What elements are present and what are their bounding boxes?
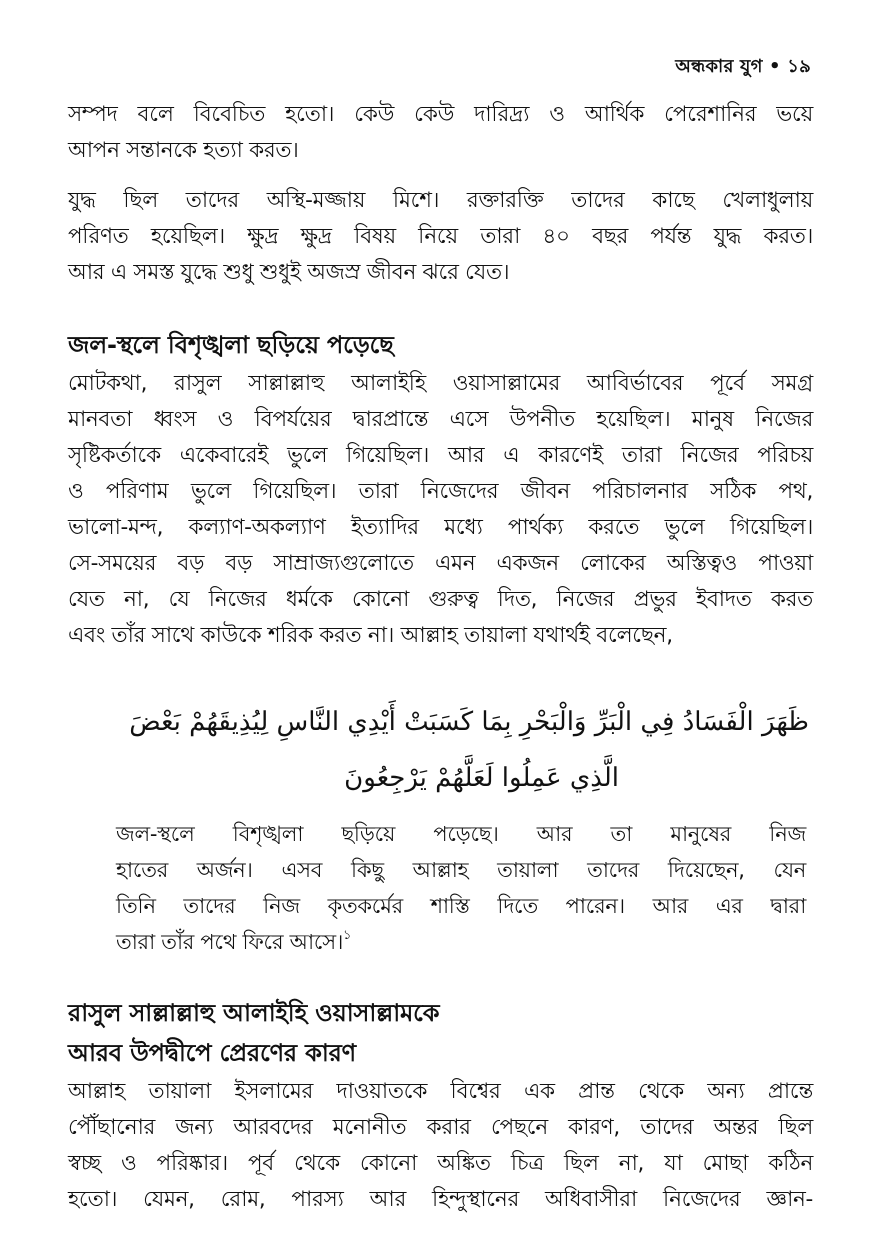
text-line: জল-স্থলে বিশৃঙ্খলা ছড়িয়ে পড়েছে। আর তা মানুষের নিজ [116,822,806,846]
text-line: এবং তাঁর সাথে কাউকে শরিক করত না। আল্লাহ তায়ালা যথার্থই বলেছেন, [68,623,673,648]
text-line: ভালো-মন্দ, কল্যাণ-অকল্যাণ ইত্যাদির মধ্যে পার্থক্য করতে ভুলে গিয়েছিল। [68,515,813,540]
text-line: আর এ সমস্ত যুদ্ধে শুধু শুধুই অজস্র জীবন ঝরে যেত। [68,260,510,285]
text-line: পৌঁছানোর জন্য আরবদের মনোনীত করার পেছনে কারণ, তাদের অন্তর ছিল [68,1115,813,1140]
text-line: মোটকথা, রাসুল সাল্লাল্লাহু আলাইহি ওয়াসাল্লামের আবির্ভাবের পূর্বে সমগ্র [68,371,813,396]
paragraph-2 [68,183,813,291]
arabic-verse-line: ظَهَرَ الْفَسَادُ فِي الْبَرِّ وَالْبَحْرِ بِمَا كَسَبَتْ أَيْدِي النَّاسِ لِيُذِيقَهُمْ بَعْضَ [129,707,809,737]
translation-last-text: তারা তাঁর পথে ফিরে আসে। [116,930,344,954]
paragraph-4 [68,1074,813,1218]
section-heading: জল-স্থলে বিশৃঙ্খলা ছড়িয়ে পড়েছে [68,331,394,359]
text-line: যেত না, যে নিজের ধর্মকে কোনো গুরুত্ব দিত, নিজের প্রভুর ইবাদত করত [68,587,813,612]
text-line: আল্লাহ তায়ালা ইসলামের দাওয়াতকে বিশ্বের এক প্রান্ত থেকে অন্য প্রান্তে [68,1079,813,1104]
paragraph-3 [68,366,813,654]
verse-translation [116,816,806,960]
text-line: সে-সময়ের বড় বড় সাম্রাজ্যগুলোতে এমন একজন লোকের অস্তিত্বও পাওয়া [68,551,813,576]
text-line: সম্পদ বলে বিবেচিত হতো। কেউ কেউ দারিদ্র্য ও আর্থিক পেরেশানির ভয়ে [68,102,813,127]
footnote-marker: ১ [343,928,352,943]
section-subheading: আরব উপদ্বীপে প্রেরণের কারণ [68,1039,356,1067]
text-line: ও পরিণাম ভুলে গিয়েছিল। তারা নিজেদের জীবন পরিচালনার সঠিক পথ, [68,479,813,504]
text-line: হতো। যেমন, রোম, পারস্য আর হিন্দুস্থানের অধিবাসীরা নিজেদের জ্ঞান- [68,1187,813,1212]
paragraph-1 [68,97,813,169]
text-line: আপন সন্তানকে হত্যা করত। [68,138,299,163]
text-line: পরিণত হয়েছিল। ক্ষুদ্র ক্ষুদ্র বিষয় নিয়ে তারা ৪০ বছর পর্যন্ত যুদ্ধ করত। [68,224,813,249]
text-line: সৃষ্টিকর্তাকে একেবারেই ভুলে গিয়েছিল। আর এ কারণেই তারা নিজের পরিচয় [68,443,813,468]
arabic-verse-line: الَّذِي عَمِلُوا لَعَلَّهُمْ يَرْجِعُونَ [344,763,619,793]
text-line: যুদ্ধ ছিল তাদের অস্থি-মজ্জায় মিশে। রক্তারক্তি তাদের কাছে খেলাধুলায় [68,188,813,213]
text-line: মানবতা ধ্বংস ও বিপর্যয়ের দ্বারপ্রান্তে এসে উপনীত হয়েছিল। মানুষ নিজের [68,407,813,432]
running-header: অন্ধকার যুগ • ১৯ [675,56,811,77]
section-heading: রাসুল সাল্লাল্লাহু আলাইহি ওয়াসাল্লামকে [68,999,440,1027]
text-line [116,924,806,960]
text-line: স্বচ্ছ ও পরিষ্কার। পূর্ব থেকে কোনো অঙ্কিত চিত্র ছিল না, যা মোছা কঠিন [68,1151,813,1176]
text-line: হাতের অর্জন। এসব কিছু আল্লাহ তায়ালা তাদের দিয়েছেন, যেন [116,858,806,882]
text-line: তিনি তাদের নিজ কৃতকর্মের শাস্তি দিতে পারেন। আর এর দ্বারা [116,894,806,918]
